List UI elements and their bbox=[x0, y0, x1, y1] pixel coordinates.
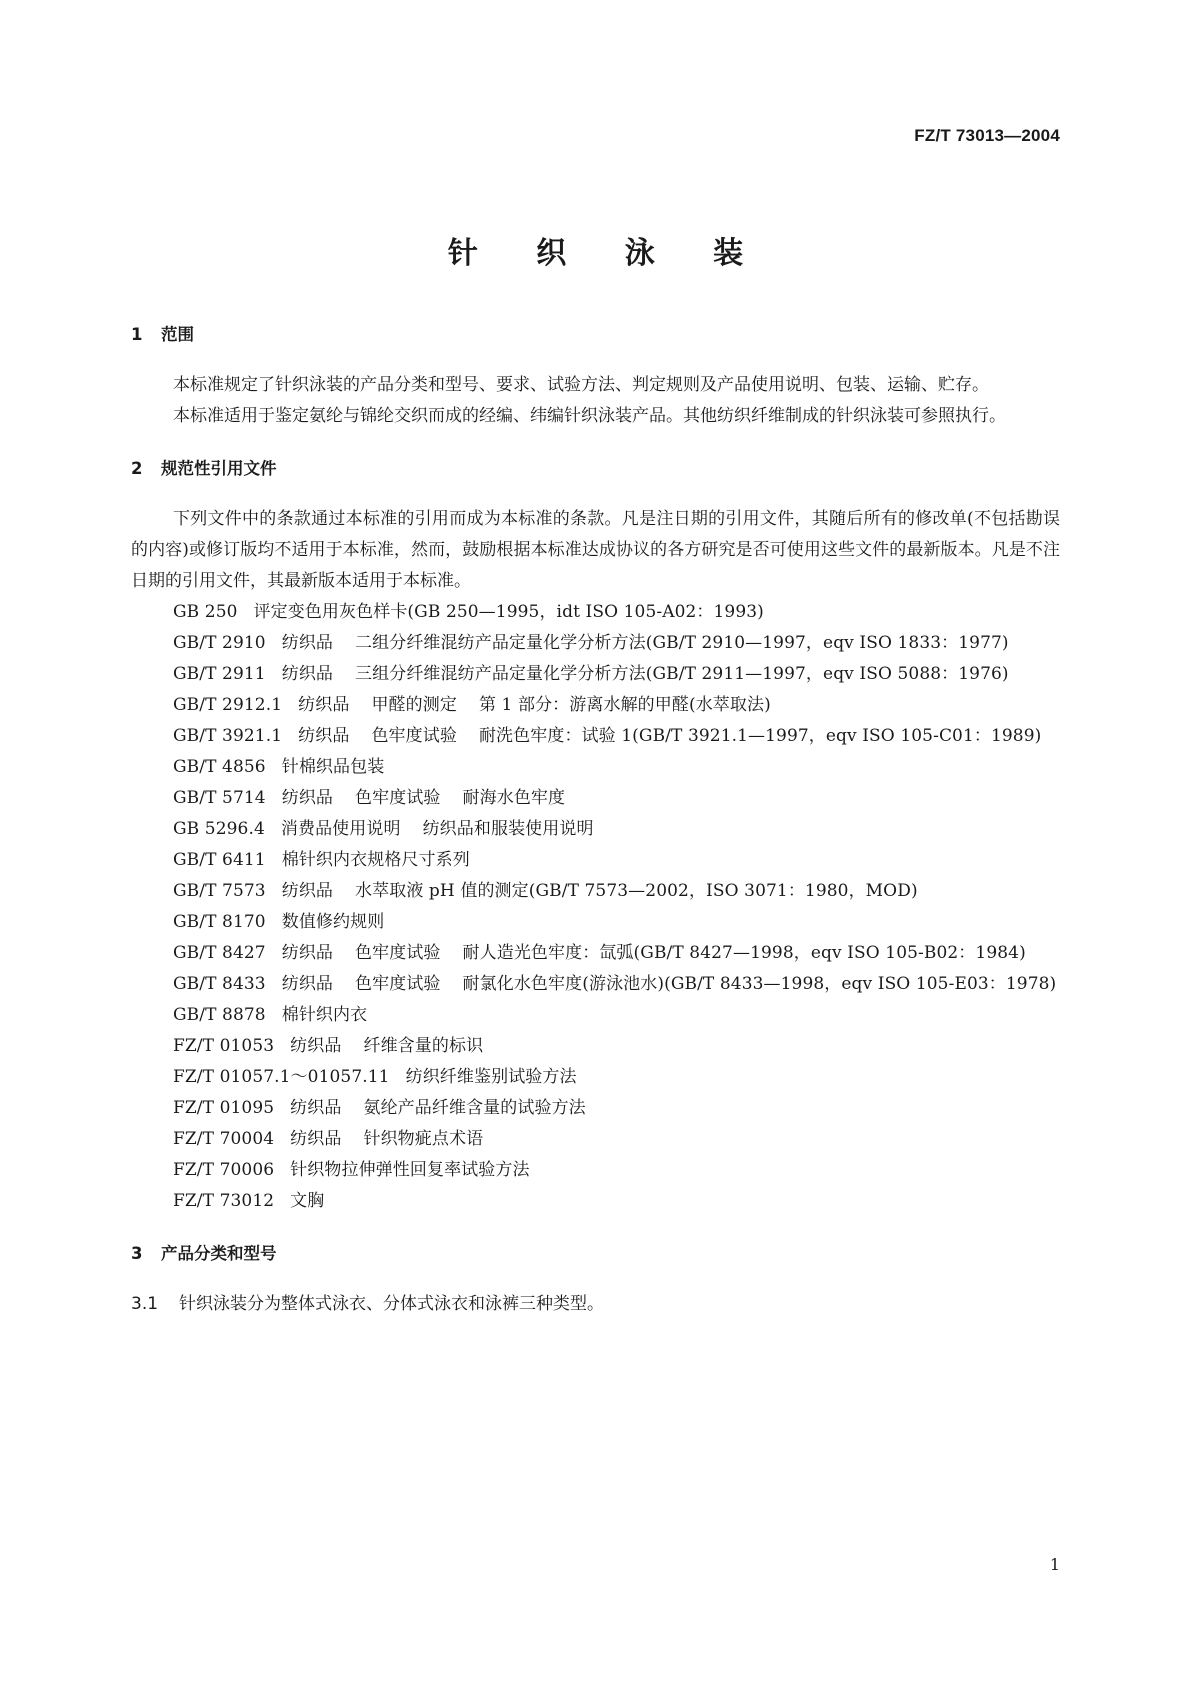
section-number: 3 bbox=[131, 1244, 143, 1263]
clause bbox=[131, 1289, 1060, 1319]
paragraph: 本标准适用于鉴定氨纶与锦纶交织而成的经编、纬编针织泳装产品。其他纺织纤维制成的针织泳装可参照执行。 bbox=[173, 406, 1006, 426]
paragraph: 下列文件中的条款通过本标准的引用而成为本标准的条款。凡是注日期的引用文件，其随后所有的修改单(不包括勘误的内容)或修订版均不适用于本标准，然而，鼓励根据本标准达成协议的各方研究是否可使用这些文件的最新版本。凡是不注日期的引用文件，其最新版本适用于本标准。 bbox=[131, 509, 1060, 591]
reference-title-part: 纺织品 bbox=[298, 695, 350, 715]
reference-title-part: 色牢度试验 bbox=[355, 974, 441, 994]
reference-title-part: 纺织品 bbox=[290, 1036, 342, 1056]
reference-code: GB/T 3921.1 bbox=[173, 726, 283, 746]
section-number: 2 bbox=[131, 459, 143, 478]
page-number: 1 bbox=[1049, 1555, 1060, 1574]
section-number: 1 bbox=[131, 325, 143, 344]
reference-item bbox=[131, 1000, 1060, 1031]
reference-code: GB/T 2912.1 bbox=[173, 695, 283, 715]
standard-number: FZ/T 73013—2004 bbox=[914, 126, 1060, 145]
reference-code: FZ/T 01095 bbox=[173, 1098, 275, 1118]
reference-item bbox=[131, 1093, 1060, 1124]
paragraph: 本标准规定了针织泳装的产品分类和型号、要求、试验方法、判定规则及产品使用说明、包装、运输、贮存。 bbox=[173, 375, 989, 395]
reference-title-part: 甲醛的测定 bbox=[371, 695, 457, 715]
reference-title-part: 纺织品 bbox=[281, 943, 334, 963]
section-1-heading bbox=[131, 320, 1060, 350]
reference-code: GB/T 6411 bbox=[173, 850, 266, 870]
reference-title-part: 二组分纤维混纺产品定量化学分析方法(GB/T 2910—1997，eqv ISO 1833：1977) bbox=[355, 633, 1009, 653]
reference-item bbox=[131, 1124, 1060, 1155]
reference-title-part: 氨纶产品纤维含量的试验方法 bbox=[363, 1098, 586, 1118]
reference-title-part: 纺织品 bbox=[281, 664, 334, 684]
reference-title-part: 纺织纤维鉴别试验方法 bbox=[405, 1067, 577, 1087]
reference-title-part: 针织物疵点术语 bbox=[363, 1129, 484, 1149]
reference-code: GB/T 8878 bbox=[173, 1005, 266, 1025]
reference-code: FZ/T 73012 bbox=[173, 1191, 275, 1211]
reference-code: GB/T 7573 bbox=[173, 881, 266, 901]
reference-item bbox=[131, 907, 1060, 938]
reference-title-part: 针织物拉伸弹性回复率试验方法 bbox=[290, 1160, 530, 1180]
reference-code: GB/T 2911 bbox=[173, 664, 266, 684]
reference-code: GB/T 8433 bbox=[173, 974, 266, 994]
reference-title-part: 文胸 bbox=[290, 1191, 325, 1211]
reference-item bbox=[131, 814, 1060, 845]
reference-title-part: 纺织品 bbox=[281, 974, 334, 994]
reference-item bbox=[131, 845, 1060, 876]
reference-code: GB 250 bbox=[173, 602, 238, 622]
reference-item bbox=[131, 628, 1060, 659]
reference-title-part: 针棉织品包装 bbox=[281, 757, 385, 777]
reference-code: GB/T 8427 bbox=[173, 943, 266, 963]
reference-item bbox=[131, 597, 1060, 628]
reference-item bbox=[131, 659, 1060, 690]
reference-code: GB/T 8170 bbox=[173, 912, 266, 932]
reference-item bbox=[131, 1155, 1060, 1186]
reference-title-part: 纺织品 bbox=[281, 881, 334, 901]
reference-title-part: 纺织品 bbox=[290, 1098, 342, 1118]
reference-title-part: 色牢度试验 bbox=[371, 726, 457, 746]
reference-code: FZ/T 70006 bbox=[173, 1160, 275, 1180]
reference-item bbox=[131, 783, 1060, 814]
reference-item bbox=[131, 1062, 1060, 1093]
reference-title-part: 耐人造光色牢度：氙弧(GB/T 8427—1998，eqv ISO 105-B02：1984) bbox=[462, 943, 1026, 963]
reference-title-part: 纺织品 bbox=[281, 788, 334, 808]
reference-title-part: 耐氯化水色牢度(游泳池水)(GB/T 8433—1998，eqv ISO 105-E03：1978) bbox=[462, 974, 1057, 994]
reference-title-part: 数值修约规则 bbox=[281, 912, 385, 932]
reference-code: GB 5296.4 bbox=[173, 819, 265, 839]
reference-item bbox=[131, 1031, 1060, 1062]
reference-title-part: 水萃取液 pH 值的测定(GB/T 7573—2002，ISO 3071：1980，MOD) bbox=[355, 881, 918, 901]
reference-title-part: 评定变色用灰色样卡(GB 250—1995，idt ISO 105-A02：1993) bbox=[253, 602, 764, 622]
reference-title-part: 纤维含量的标识 bbox=[363, 1036, 484, 1056]
reference-item bbox=[131, 752, 1060, 783]
section-2-heading bbox=[131, 454, 1060, 484]
reference-title-part: 耐洗色牢度：试验 1(GB/T 3921.1—1997，eqv ISO 105-C01：1989) bbox=[478, 726, 1042, 746]
reference-title-part: 第 1 部分：游离水解的甲醛(水萃取法) bbox=[478, 695, 771, 715]
reference-code: GB/T 2910 bbox=[173, 633, 266, 653]
document-body bbox=[131, 320, 1060, 1319]
reference-title-part: 纺织品 bbox=[281, 633, 334, 653]
reference-title-part: 棉针织内衣规格尺寸系列 bbox=[281, 850, 470, 870]
reference-title-part: 纺织品和服装使用说明 bbox=[422, 819, 594, 839]
section-title: 产品分类和型号 bbox=[161, 1244, 277, 1263]
reference-code: FZ/T 01053 bbox=[173, 1036, 275, 1056]
reference-item bbox=[131, 721, 1060, 752]
section-title: 规范性引用文件 bbox=[161, 459, 277, 478]
document-title: 针 织 泳 装 bbox=[447, 236, 768, 271]
reference-title-part: 三组分纤维混纺产品定量化学分析方法(GB/T 2911—1997，eqv ISO 5088：1976) bbox=[355, 664, 1009, 684]
reference-item bbox=[131, 938, 1060, 969]
reference-item bbox=[131, 690, 1060, 721]
reference-code: FZ/T 01057.1～01057.11 bbox=[173, 1067, 390, 1087]
section-title: 范围 bbox=[161, 325, 194, 344]
reference-item bbox=[131, 876, 1060, 907]
reference-item bbox=[131, 1186, 1060, 1217]
reference-item bbox=[131, 969, 1060, 1000]
section-3-heading bbox=[131, 1239, 1060, 1269]
reference-title-part: 色牢度试验 bbox=[355, 788, 441, 808]
reference-title-part: 棉针织内衣 bbox=[281, 1005, 368, 1025]
reference-code: FZ/T 70004 bbox=[173, 1129, 275, 1149]
reference-title-part: 纺织品 bbox=[298, 726, 350, 746]
reference-list bbox=[131, 597, 1060, 1217]
reference-title-part: 耐海水色牢度 bbox=[462, 788, 566, 808]
clause-text: 针织泳装分为整体式泳衣、分体式泳衣和泳裤三种类型。 bbox=[179, 1294, 604, 1314]
reference-code: GB/T 4856 bbox=[173, 757, 266, 777]
reference-code: GB/T 5714 bbox=[173, 788, 266, 808]
clause-number: 3.1 bbox=[131, 1294, 159, 1314]
reference-title-part: 消费品使用说明 bbox=[280, 819, 401, 839]
reference-title-part: 色牢度试验 bbox=[355, 943, 441, 963]
reference-title-part: 纺织品 bbox=[290, 1129, 342, 1149]
